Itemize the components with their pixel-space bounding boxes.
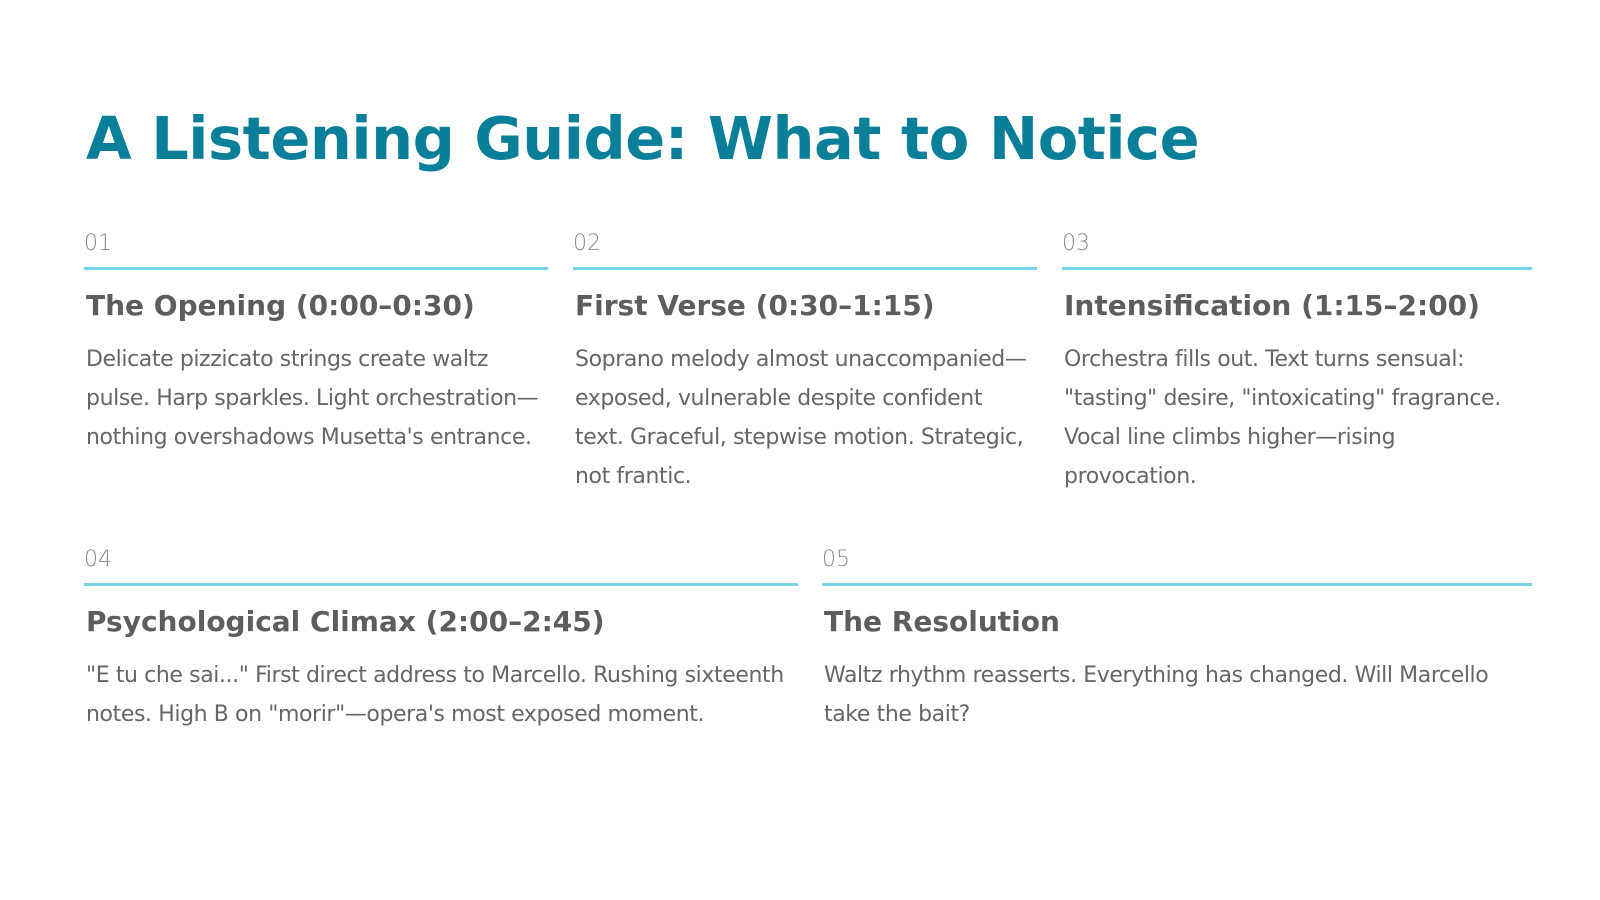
section-number: 02	[573, 231, 601, 256]
section-heading: The Resolution	[824, 605, 1060, 638]
section-body: Delicate pizzicato strings create waltz pulse. Harp sparkles. Light orchestration—nothing overshadows Musetta's entrance.	[86, 347, 539, 450]
section-body: Waltz rhythm reasserts. Everything has changed. Will Marcello take the bait?	[824, 663, 1489, 727]
page-title: A Listening Guide: What to Notice	[86, 104, 1200, 173]
section-divider	[84, 583, 798, 586]
section-divider	[84, 267, 548, 270]
section-heading: First Verse (0:30–1:15)	[575, 289, 935, 322]
guide-section-1	[84, 229, 548, 457]
section-divider	[573, 267, 1037, 270]
section-body: "E tu che sai..." First direct address to Marcello. Rushing sixteenth notes. High B on "morir"—opera's most exposed moment.	[86, 663, 784, 727]
section-number: 03	[1062, 231, 1090, 256]
section-number: 01	[84, 231, 112, 256]
section-body: Orchestra fills out. Text turns sensual: "tasting" desire, "intoxicating" fragrance. Vocal line climbs higher—rising provocation.	[1064, 347, 1501, 489]
section-heading: Intensification (1:15–2:00)	[1064, 289, 1480, 322]
section-heading: The Opening (0:00–0:30)	[86, 289, 475, 322]
section-number: 05	[822, 547, 850, 572]
guide-section-5	[822, 545, 1532, 734]
guide-section-3	[1062, 229, 1532, 496]
section-divider	[1062, 267, 1532, 270]
section-number: 04	[84, 547, 112, 572]
guide-section-4	[84, 545, 798, 734]
section-divider	[822, 583, 1532, 586]
guide-section-2	[573, 229, 1037, 496]
section-heading: Psychological Climax (2:00–2:45)	[86, 605, 605, 638]
section-body: Soprano melody almost unaccompanied—exposed, vulnerable despite confident text. Graceful, stepwise motion. Strategic, not frantic.	[575, 347, 1027, 489]
